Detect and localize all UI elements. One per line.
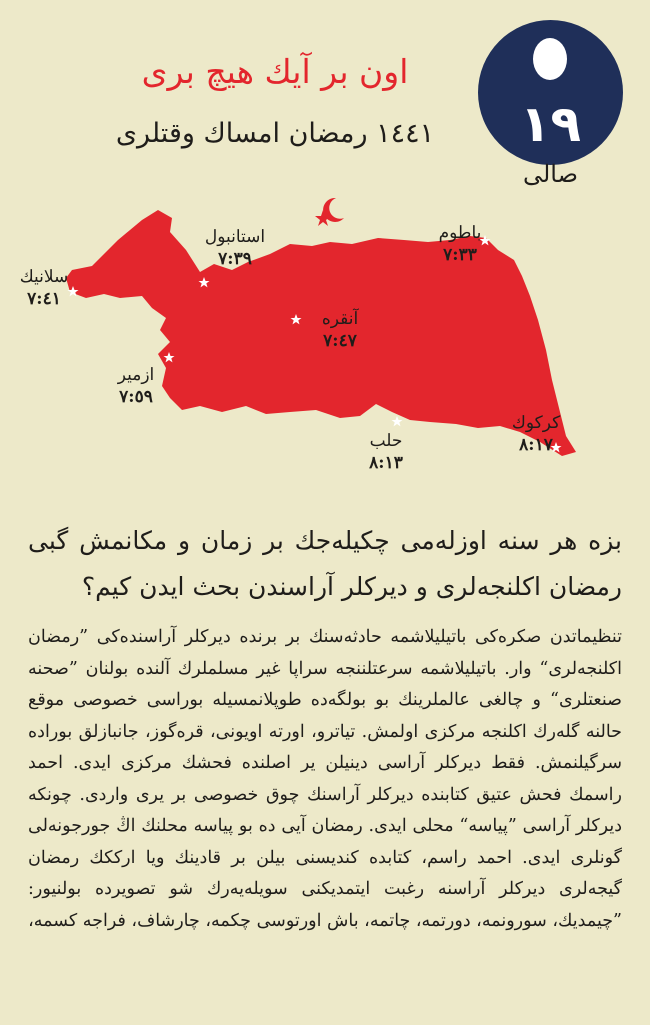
weekday-label: صالی	[522, 160, 578, 188]
article-question: بزه هر سنه اوزله‌می چکیله‌جك بر زمان و مکانمش گبی رمضان اکلنجه‌لری و دیرکلر آراسندن بحث ایدن کیم؟	[28, 526, 622, 601]
city-time: ٧:٣٣	[443, 245, 477, 265]
city-time: ٨:١٣	[369, 453, 403, 473]
city-label-batum	[420, 222, 500, 266]
city-name: باطوم	[438, 223, 482, 243]
city-name: استانبول	[204, 227, 266, 247]
city-marker-halep	[392, 416, 403, 426]
city-time: ٧:٤١	[27, 289, 61, 309]
city-label-kerkuk	[496, 412, 576, 456]
city-name: سلانیك	[19, 267, 69, 287]
city-label-izmir	[96, 364, 176, 408]
article-body: تنظیماتدن صکره‌کی باتیلیلاشمه حادثه‌سنك بر برنده دیرکلر آراسنده‌کی ”رمضان اکلنجه‌لری“ وار. باتیلیلاشمه سرعتلننجه سراپا غیر مسلملرك آلنده بولنان ”صحنه صنعتلری“ و چالغی عالملرینك بو بولگه‌ده طوپلانمسیله بوراسی خصوصی موقع حالنه گله‌رك اکلنجه مرکزی اولمش. تیاترو، اورته اویونی، قره‌گوز، جانبازلق بوراده سرگیلنمش. فقط دیرکلر آراسی دینیلن یر اصلنده فحشك مرکزی ایدی. احمد راسمك فحش عتیق کتابنده دیرکلر آراسنك چوق خصوصی بر یری واردی. چونکه دیرکلر آراسی ”پیاسه“ محلی ایدی. رمضان آیی ده بو پیاسه محلنك اڭ جورجونه‌لی گونلری ایدی. احمد راسم، کتابده کندیسنی بیلن بر قادینك ویا ارککك رمضان گیجه‌لری دیرکلر آراسنه رغبت ایتمدیکنی سویله‌یه‌رك شو تصویرده بولنیور: ”چیمدیك، سورونمه، دورتمه، چاتمه، باش اورتوسی چکمه، چارشاف، فراجه کسمه،	[28, 627, 622, 931]
map-area	[0, 180, 650, 500]
city-name: آنقره	[321, 309, 359, 329]
city-time: ٧:٥٩	[119, 387, 153, 407]
city-label-istanbul	[190, 226, 280, 270]
city-label-ankara	[300, 308, 380, 352]
city-label-halep	[346, 430, 426, 474]
city-name: ازمیر	[117, 365, 155, 385]
city-time: ٨:١٧	[519, 435, 553, 455]
city-time: ٧:٣٩	[218, 249, 252, 269]
city-time: ٧:٤٧	[323, 331, 357, 351]
city-label-selanik	[4, 266, 84, 310]
page-title: اون بر آیك هیچ بری	[141, 52, 409, 91]
page-subtitle: ١٤٤١ رمضان امساك وقتلری	[115, 118, 435, 149]
day-number: ١٩	[519, 95, 582, 153]
moon-icon	[533, 38, 567, 80]
city-name: حلب	[369, 431, 403, 451]
city-name: کرکوك	[511, 413, 561, 433]
day-badge	[478, 20, 623, 165]
